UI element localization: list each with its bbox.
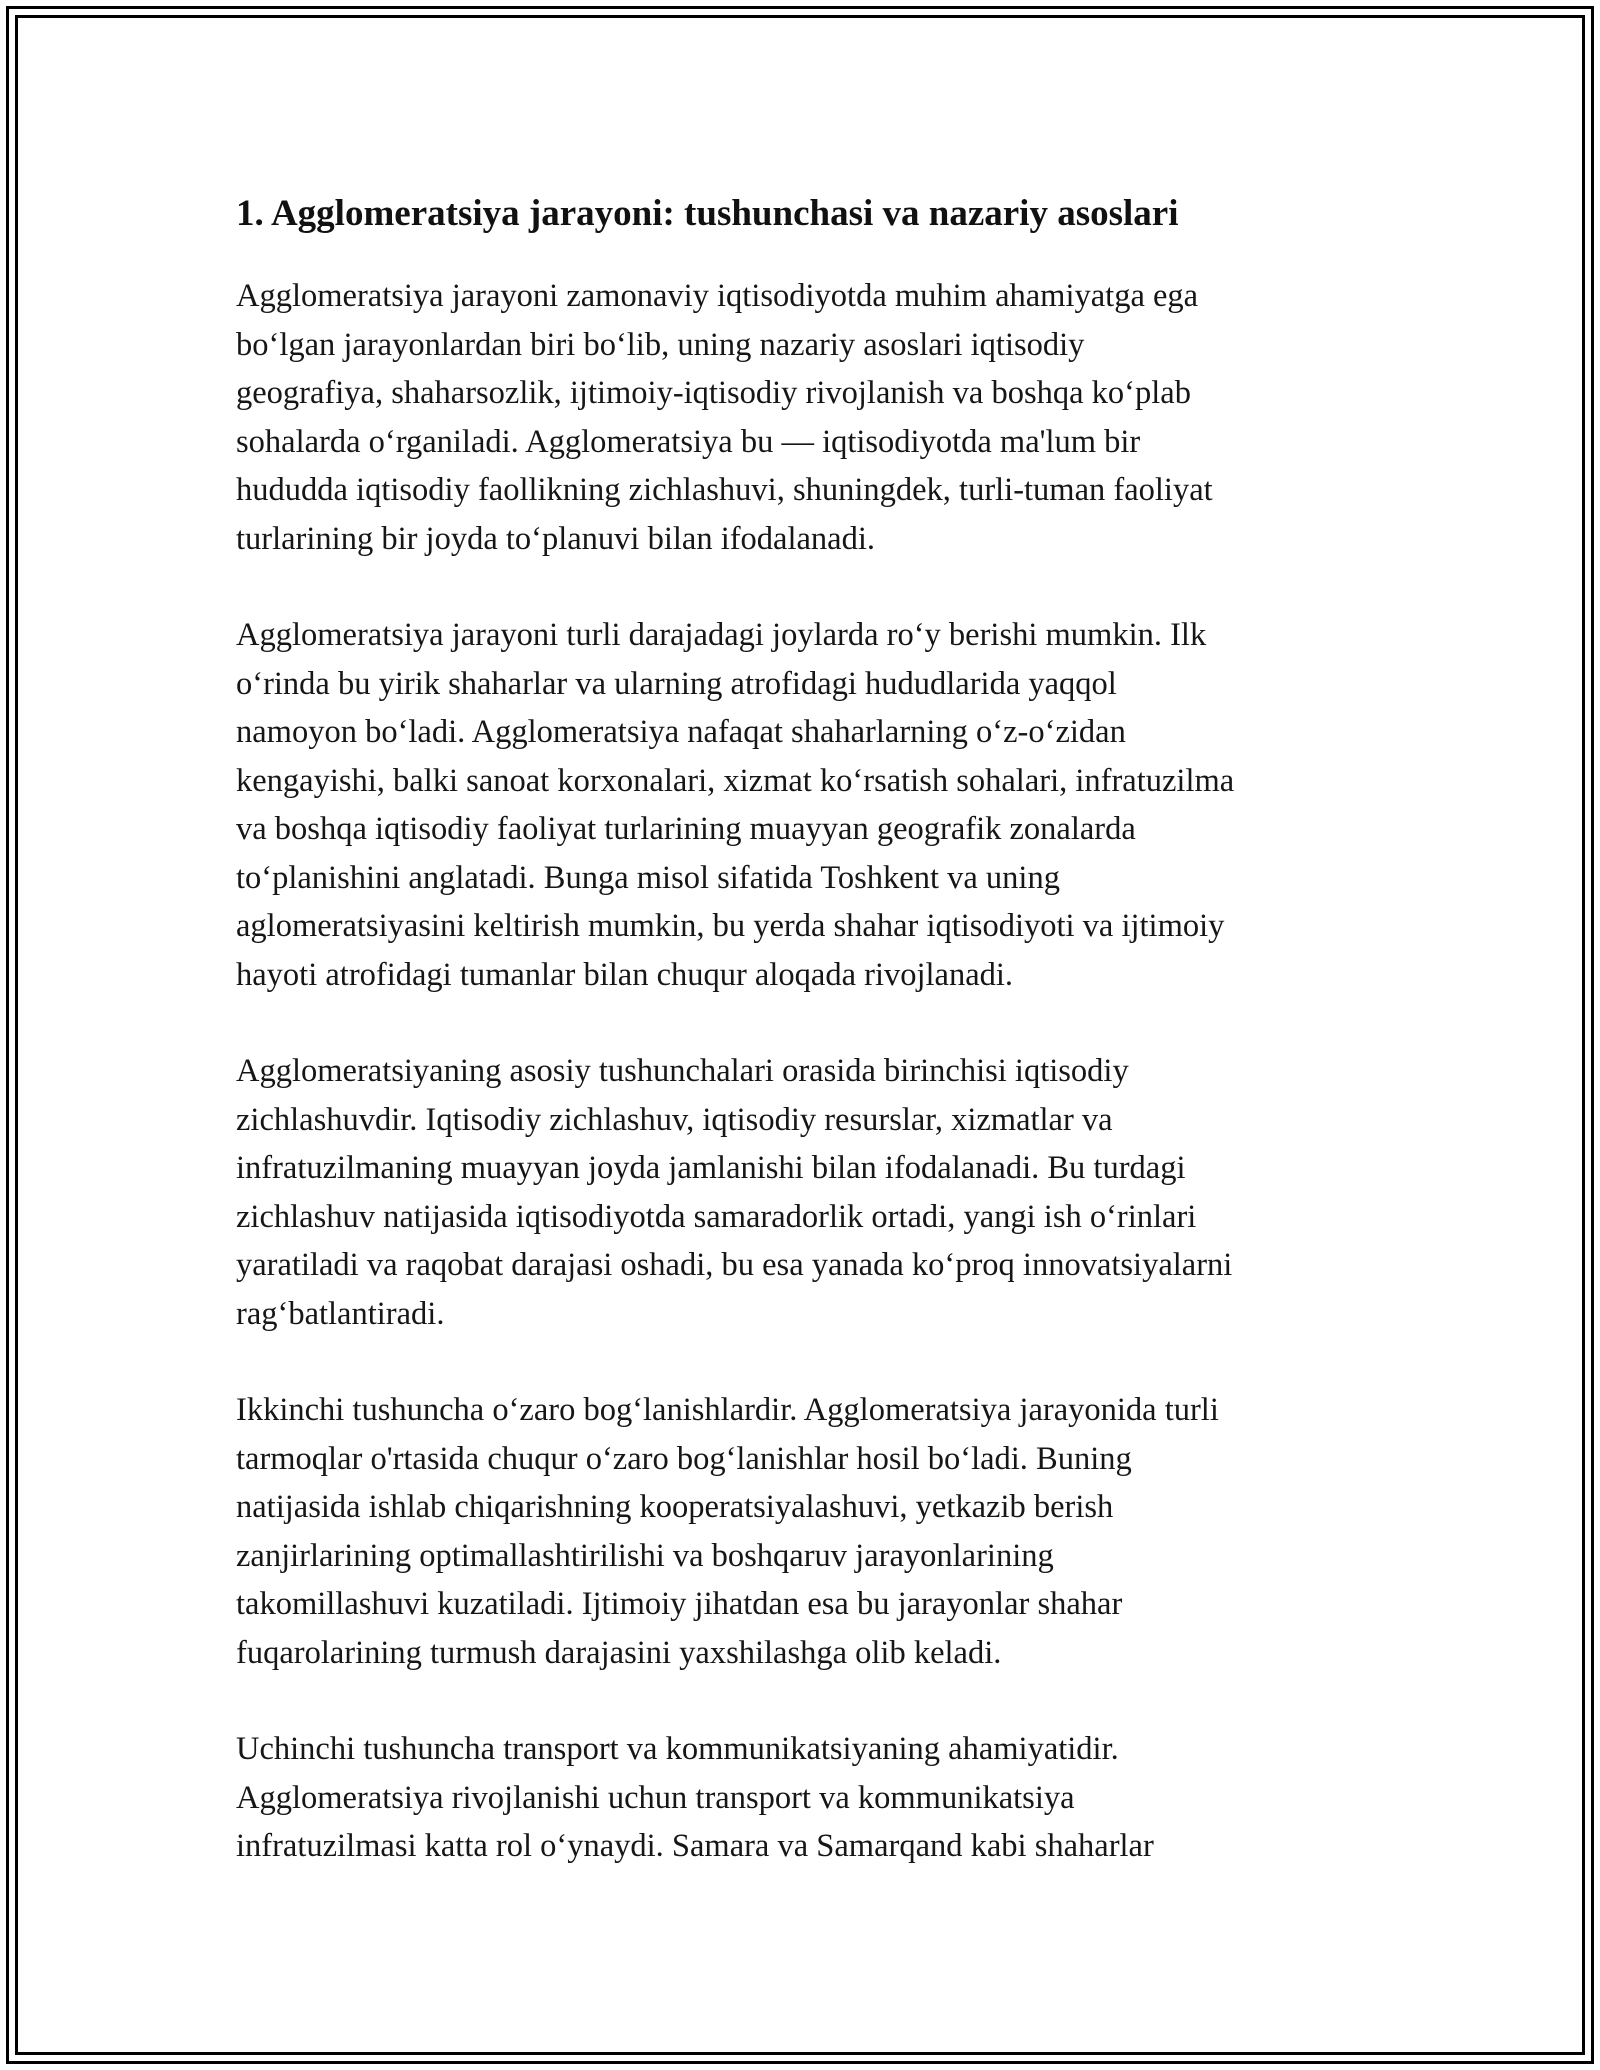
text-line: fuqarolarining turmush darajasini yaxshilashga olib keladi. <box>236 1634 1002 1671</box>
text-line: zanjirlarining optimallashtirilishi va boshqaruv jarayonlarining <box>236 1537 1054 1574</box>
text-line: va boshqa iqtisodiy faoliyat turlarining muayyan geografik zonalarda <box>236 811 1136 847</box>
text-line: rag‘batlantiradi. <box>236 1295 445 1332</box>
text-line: o‘rinda bu yirik shaharlar va ularning atrofidagi hududlarida yaqqol <box>236 665 1117 702</box>
text-line: tarmoqlar o'rtasida chuqur o‘zaro bog‘lanishlar hosil bo‘ladi. Buning <box>236 1440 1132 1477</box>
paragraph-3 <box>236 1047 1376 1338</box>
text-line: Agglomeratsiya jarayoni zamonaviy iqtisodiyotda muhim ahamiyatga ega <box>236 278 1199 314</box>
text-line: natijasida ishlab chiqarishning kooperatsiyalashuvi, yetkazib berish <box>236 1489 1114 1525</box>
text-line: Agglomeratsiya jarayoni turli darajadagi joylarda ro‘y berishi mumkin. Ilk <box>236 617 1207 653</box>
section-heading: 1. Agglomeratsiya jarayoni: tushunchasi va nazariy asoslari <box>236 193 1179 234</box>
text-line: sohalarda o‘rganiladi. Agglomeratsiya bu — iqtisodiyotda ma'lum bir <box>236 423 1141 460</box>
text-line: takomillashuvi kuzatiladi. Ijtimoiy jihatdan esa bu jarayonlar shahar <box>236 1586 1123 1622</box>
text-line: namoyon bo‘ladi. Agglomeratsiya nafaqat shaharlarning o‘z-o‘zidan <box>236 714 1126 750</box>
text-line: zichlashuvdir. Iqtisodiy zichlashuv, iqtisodiy resurslar, xizmatlar va <box>236 1101 1113 1138</box>
text-line: yaratiladi va raqobat darajasi oshadi, bu esa yanada ko‘proq innovatsiyalarni <box>236 1247 1233 1283</box>
text-line: geografiya, shaharsozlik, ijtimoiy-iqtisodiy rivojlanish va boshqa ko‘plab <box>236 375 1191 411</box>
text-line: kengayishi, balki sanoat korxonalari, xizmat ko‘rsatish sohalari, infratuzilma <box>236 762 1235 799</box>
paragraph-2 <box>236 611 1376 999</box>
text-line: infratuzilmaning muayyan joyda jamlanishi bilan ifodalanadi. Bu turdagi <box>236 1150 1186 1186</box>
paragraph-5 <box>236 1725 1376 1871</box>
text-line: hududda iqtisodiy faollikning zichlashuvi, shuningdek, turli-tuman faoliyat <box>236 472 1213 508</box>
text-line: infratuzilmasi katta rol o‘ynaydi. Samara va Samarqand kabi shaharlar <box>236 1828 1154 1864</box>
document-page <box>236 186 1376 1919</box>
paragraph-4 <box>236 1386 1376 1677</box>
text-line: Agglomeratsiya rivojlanishi uchun transport va kommunikatsiya <box>236 1779 1075 1816</box>
text-line: zichlashuv natijasida iqtisodiyotda samaradorlik ortadi, yangi ish o‘rinlari <box>236 1198 1197 1235</box>
text-line: aglomeratsiyasini keltirish mumkin, bu yerda shahar iqtisodiyoti va ijtimoiy <box>236 908 1225 944</box>
paragraph-1 <box>236 272 1376 563</box>
text-line: Ikkinchi tushuncha o‘zaro bog‘lanishlardir. Agglomeratsiya jarayonida turli <box>236 1392 1219 1428</box>
text-line: turlarining bir joyda to‘planuvi bilan ifodalanadi. <box>236 520 876 557</box>
text-line: Uchinchi tushuncha transport va kommunikatsiyaning ahamiyatidir. <box>236 1731 1119 1767</box>
text-line: hayoti atrofidagi tumanlar bilan chuqur aloqada rivojlanadi. <box>236 956 1014 993</box>
text-line: to‘planishini anglatadi. Bunga misol sifatida Toshkent va uning <box>236 859 1060 896</box>
text-line: Agglomeratsiyaning asosiy tushunchalari orasida birinchisi iqtisodiy <box>236 1053 1129 1089</box>
text-line: bo‘lgan jarayonlardan biri bo‘lib, uning nazariy asoslari iqtisodiy <box>236 326 1085 363</box>
